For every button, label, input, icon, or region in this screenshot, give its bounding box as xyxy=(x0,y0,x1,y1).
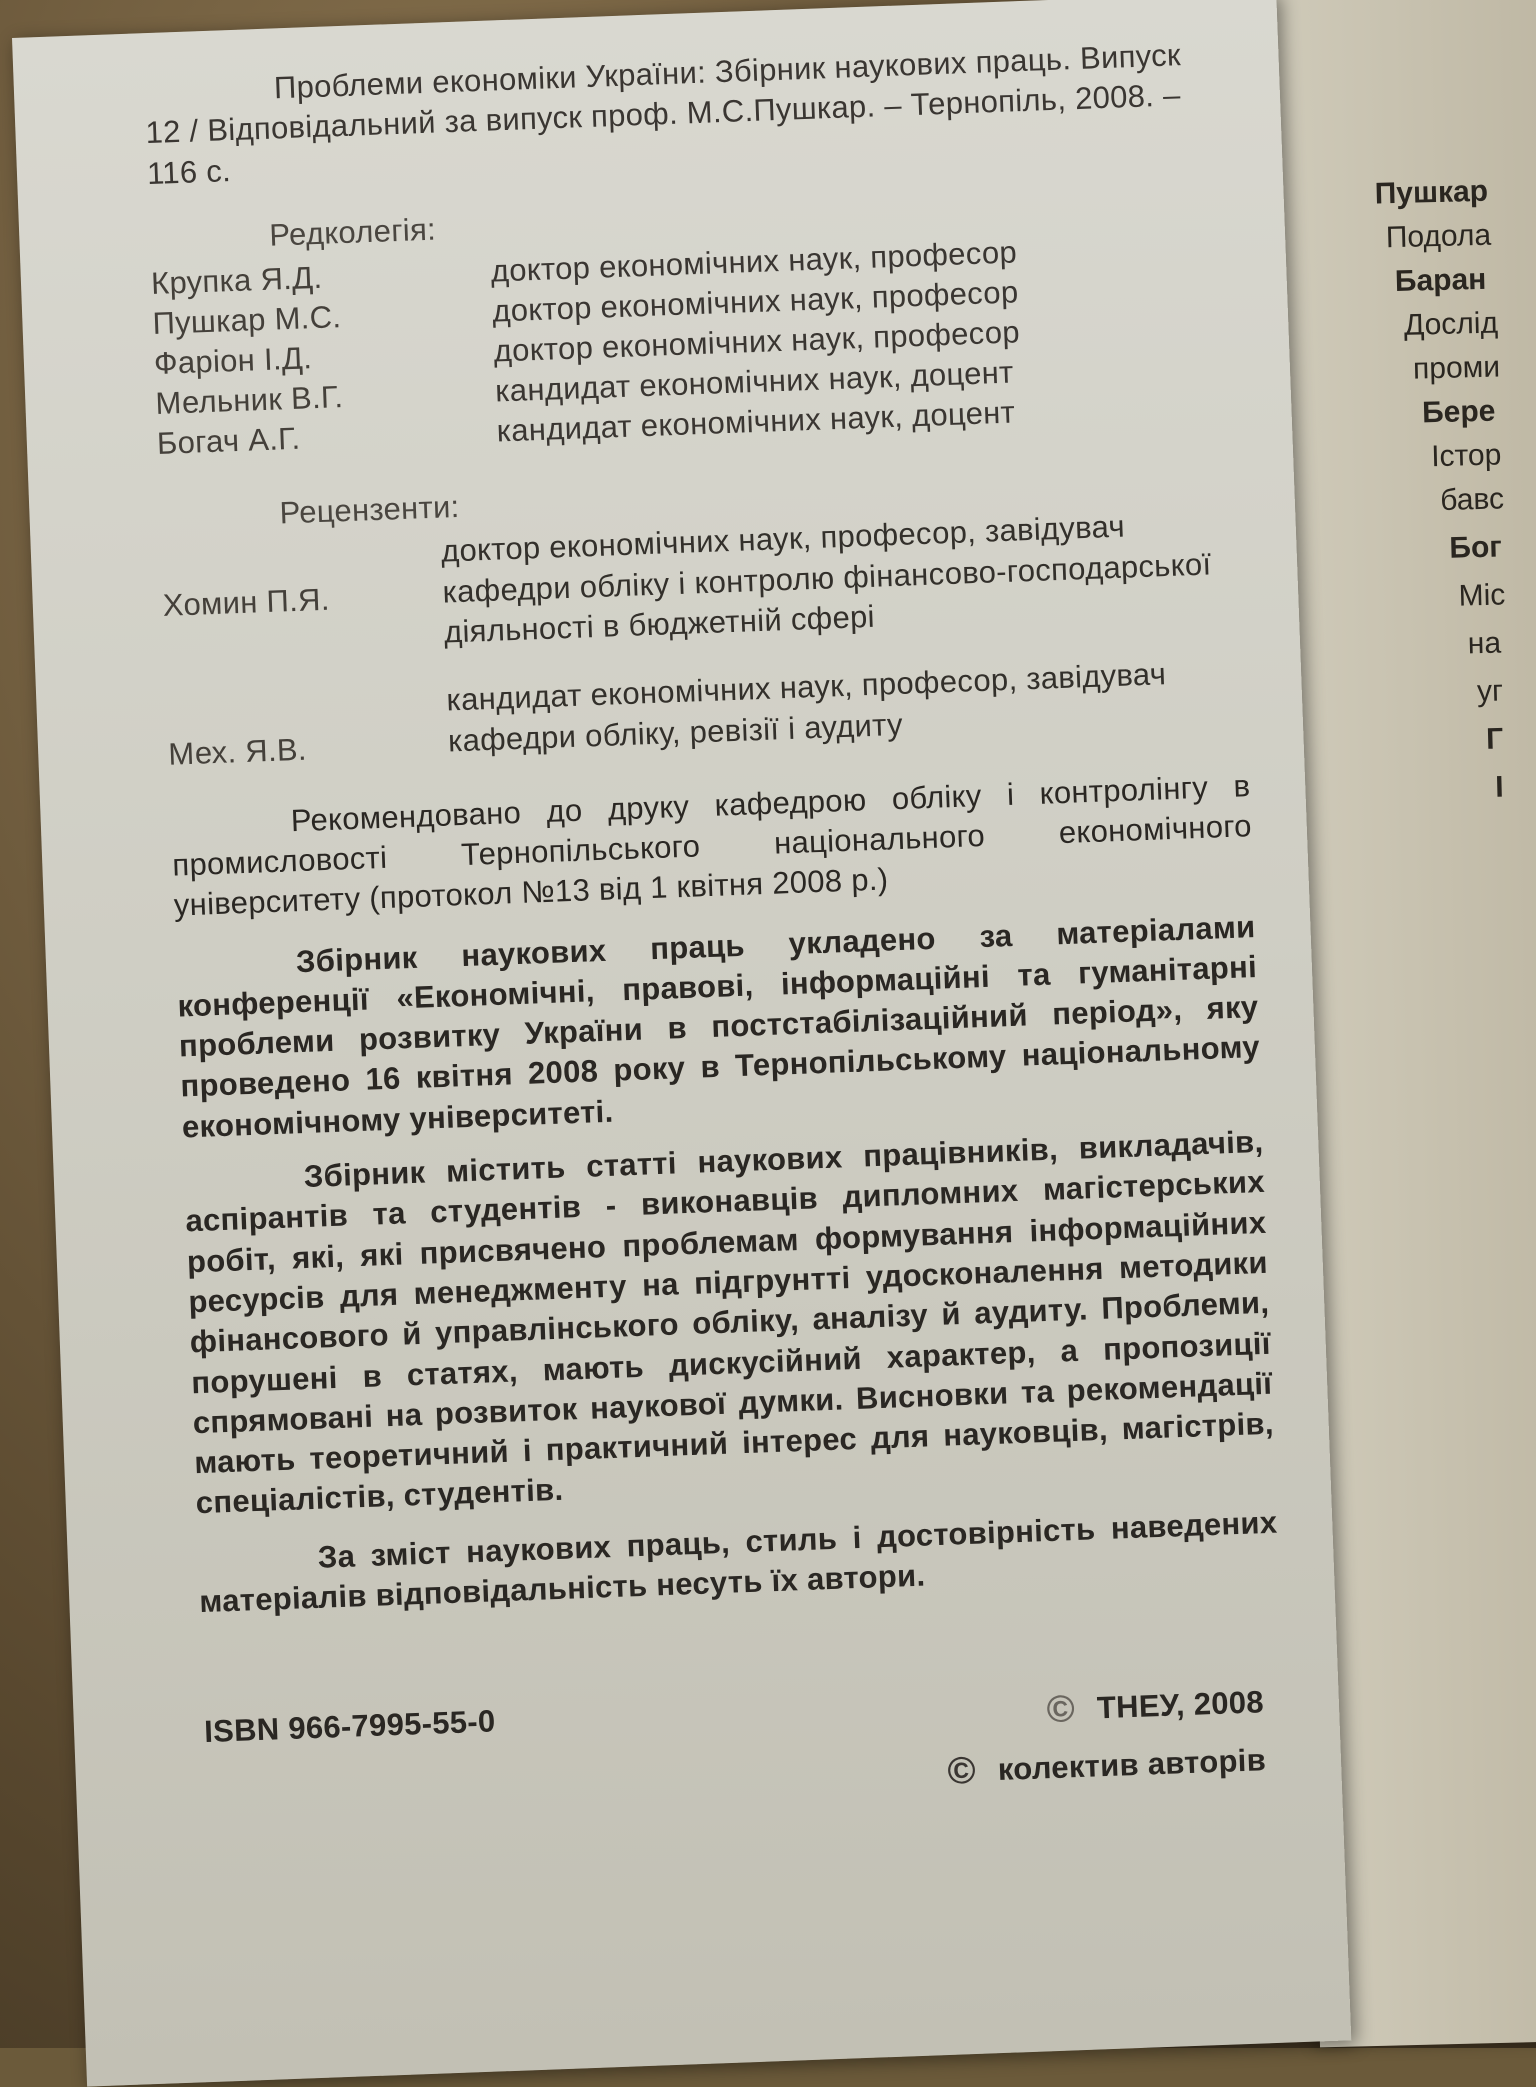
copyright-icon: © xyxy=(1045,1687,1076,1731)
adjacent-fragment: І xyxy=(1494,770,1505,804)
adjacent-fragment: Бере xyxy=(1421,394,1496,430)
editorial-board-label: Редколегія: xyxy=(268,211,437,253)
reviewer-name: Хомин П.Я. xyxy=(162,582,331,624)
adjacent-fragment: Баран xyxy=(1394,262,1487,299)
adjacent-fragment: Істор xyxy=(1430,438,1502,474)
adjacent-fragment: уг xyxy=(1476,674,1504,709)
reviewer-entry xyxy=(166,652,1248,776)
conference-paragraph: Збірник наукових праць укладено за матеріалами конференції «Економічні, правові, інформаційні та гуманітарні проблеми розвитку України в постстабілізаційний період», яку проведено 16 квітня 2008 року в Тернопільському національному економічному університеті. xyxy=(176,908,1261,1145)
board-member-title: кандидат економічних наук, доцент xyxy=(496,394,1016,449)
board-member-title: доктор економічних наук, професор xyxy=(491,274,1020,329)
bibliographic-entry: Проблеми економіки України: Збірник наукових праць. Випуск 12 / Відповідальний за випуск проф. М.С.Пушкар. – Тернопіль, 2008. – 116 с. xyxy=(144,37,1182,191)
copyright-block xyxy=(944,1674,1267,1802)
adjacent-fragment: Дослід xyxy=(1403,306,1499,342)
reviewer-description: доктор економічних наук, професор, завідувач кафедри обліку і контролю фінансово-господарської діяльності в бюджетній сфері xyxy=(440,509,1212,650)
board-member-name: Фаріон І.Д. xyxy=(153,340,313,382)
board-member-title: доктор економічних наук, професор xyxy=(493,314,1021,369)
isbn-number: ISBN 966-7995-55-0 xyxy=(203,1703,497,1750)
copyright-authors-line xyxy=(947,1732,1267,1802)
recommendation-paragraph: Рекомендовано до друку кафедрою обліку і контролінгу в промисловості Тернопільського національного економічного університету (протокол №13 від 1 квітня 2008 р.) xyxy=(171,767,1253,923)
editorial-board xyxy=(149,180,1237,464)
adjacent-fragment: на xyxy=(1467,626,1502,661)
adjacent-fragment: Подола xyxy=(1385,218,1492,255)
page-content xyxy=(143,34,1287,1833)
board-member-title: кандидат економічних наук, доцент xyxy=(494,354,1015,409)
adjacent-fragment: Пушкар xyxy=(1374,174,1489,211)
page-footer xyxy=(203,1673,1287,1832)
copyright-icon: © xyxy=(946,1749,977,1793)
reviewer-name: Мех. Я.В. xyxy=(167,732,308,773)
board-member-title: доктор економічних наук, професор xyxy=(490,234,1018,289)
reviewer-description: кандидат економічних наук, професор, завідувач кафедри обліку, ревізії і аудиту xyxy=(445,656,1167,759)
adjacent-fragment: бавс xyxy=(1439,482,1505,517)
copyright-publisher: ТНЕУ, 2008 xyxy=(1096,1684,1265,1726)
reviewers-section xyxy=(159,459,1248,776)
adjacent-fragment: проми xyxy=(1412,350,1501,386)
adjacent-fragment: Міс xyxy=(1458,578,1506,613)
board-member-name: Пушкар М.С. xyxy=(151,299,342,342)
adjacent-fragment: Бог xyxy=(1449,530,1503,565)
responsibility-paragraph: За зміст наукових праць, стиль і достовірність наведених матеріалів відповідальність несуть їх автори. xyxy=(198,1504,1278,1620)
copyright-authors: колектив авторів xyxy=(997,1742,1267,1788)
document-page xyxy=(12,0,1351,2087)
board-member-name: Крупка Я.Д. xyxy=(150,259,323,302)
adjacent-fragment: Г xyxy=(1485,722,1504,756)
contents-paragraph: Збірник містить статті наукових працівників, викладачів, аспірантів та студентів - виконавців дипломних магістерських робіт, які, які присвячено проблемам формування інформаційних ресурсів для менеджменту на підгрунтті удосконалення методики фінансового й управлінського обліку, аналізу й аудиту. Проблеми, порушені в статях, мають дискусійний характер, а пропозиції спрямовані на розвиток наукової думки. Висновки та рекомендації мають теоретичний і практичний інтерес для науковців, магістрів, спеціалістів, студентів. xyxy=(184,1123,1275,1521)
board-member-name: Богач А.Г. xyxy=(156,420,301,462)
board-member-name: Мельник В.Г. xyxy=(154,379,344,422)
reviewers-label: Рецензенти: xyxy=(278,489,461,531)
